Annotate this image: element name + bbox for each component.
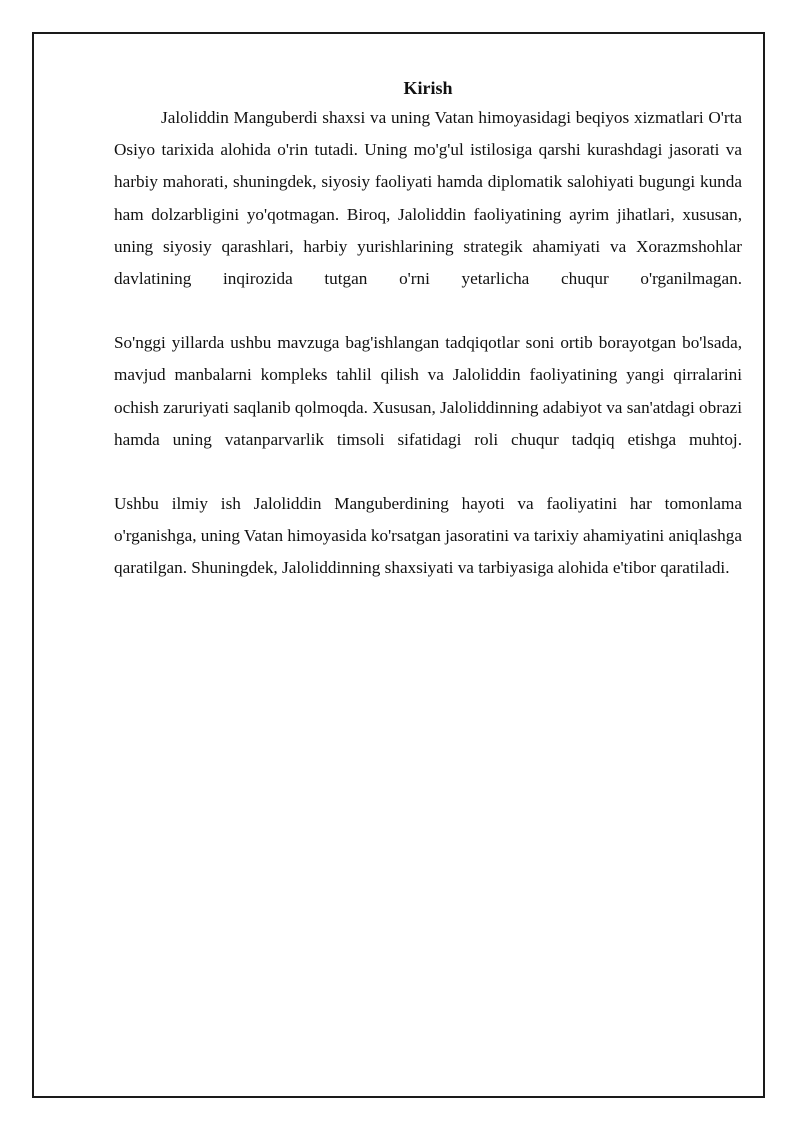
paragraph-intro: Jaloliddin Manguberdi shaxsi va uning Vatan himoyasidagi beqiyos xizmatlari O'rta Osiyo tarixida alohida o'rin tutadi. Uning mo'g'ul istilosiga qarshi kurashdagi jasorati va harbiy mahorati, shuningdek, siyosiy faoliyati hamda diplomatik salohiyati bugungi kunda ham dolzarbligini yo'qotmagan. Biroq, Jaloliddin faoliyatining ayrim jihatlari, xususan, uning siyosiy qarashlari, harbiy yurishlarining strategik ahamiyati va Xorazmshohlar davlatining inqirozida tutgan o'rni yetarlicha chuqur o'rganilmagan. (114, 108, 742, 289)
paragraph-research-state: So'nggi yillarda ushbu mavzuga bag'ishlangan tadqiqotlar soni ortib borayotgan bo'lsada, mavjud manbalarni kompleks tahlil qilish va Jaloliddin faoliyatining yangi qirralarini ochish zaruriyati saqlanib qolmoqda. Xususan, Jaloliddinning adabiyot va san'atdagi obrazi hamda uning vatanparvarlik timsoli sifatidagi roli chuqur tadqiq etishga muhtoj. (114, 333, 742, 449)
paragraph-spacer (114, 295, 742, 327)
paragraph-aim: Ushbu ilmiy ish Jaloliddin Manguberdining hayoti va faoliyatini har tomonlama o'rganishga, uning Vatan himoyasida ko'rsatgan jasoratini va tarixiy ahamiyatini aniqlashga qaratilgan. Shuningdek, Jaloliddinning shaxsiyati va tarbiyasiga alohida e'tibor qaratiladi. (114, 494, 742, 578)
document-title: Kirish (403, 78, 453, 98)
document-body (114, 75, 742, 585)
paragraph-spacer (114, 456, 742, 488)
